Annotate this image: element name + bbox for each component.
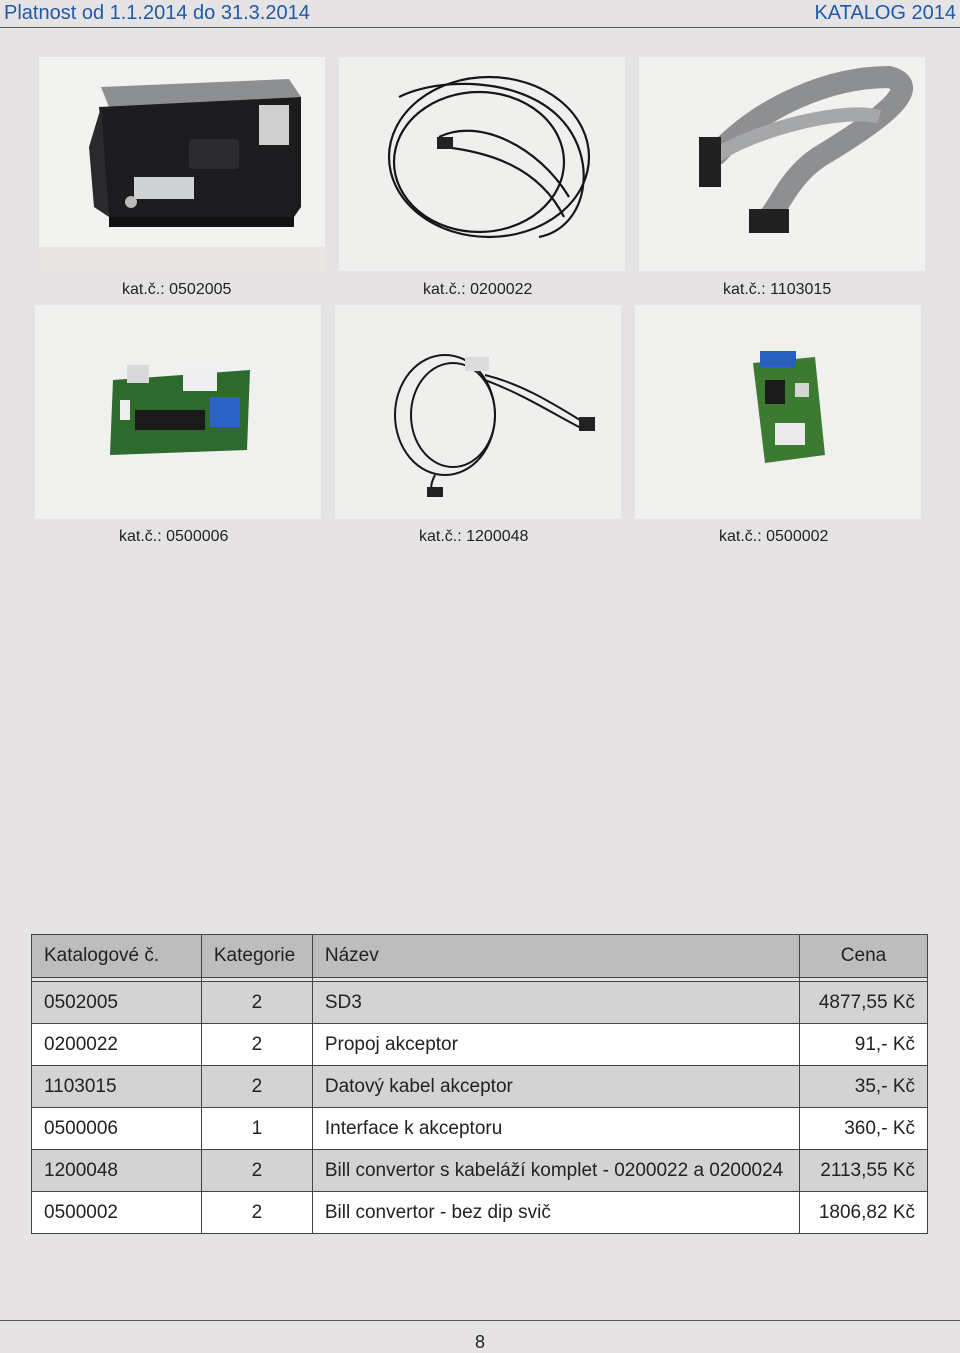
cell-name: Bill convertor s kabeláží komplet - 0200022 a 0200024 xyxy=(312,1150,799,1192)
footer-rule xyxy=(0,1320,960,1321)
col-header-price: Cena xyxy=(799,935,927,978)
product-table xyxy=(31,934,928,1234)
cell-category: 2 xyxy=(201,1024,312,1066)
product-photo-0500006 xyxy=(35,305,321,519)
table-row xyxy=(32,1150,928,1192)
cell-category: 2 xyxy=(201,1150,312,1192)
page-header xyxy=(0,0,960,28)
product-caption: kat.č.: 1103015 xyxy=(723,281,832,298)
cell-price: 1806,82 Kč xyxy=(799,1192,927,1234)
cell-code: 0502005 xyxy=(32,982,202,1024)
product-photo-1103015 xyxy=(639,57,925,271)
product-photo-0502005 xyxy=(39,57,325,271)
cell-code: 0500002 xyxy=(32,1192,202,1234)
table-header-row xyxy=(32,935,928,978)
table-row xyxy=(32,1024,928,1066)
cell-name: Interface k akceptoru xyxy=(312,1108,799,1150)
product-caption: kat.č.: 0502005 xyxy=(122,281,232,298)
cell-name: Bill convertor - bez dip svič xyxy=(312,1192,799,1234)
cell-code: 0500006 xyxy=(32,1108,202,1150)
col-header-category: Kategorie xyxy=(201,935,312,978)
cell-code: 1103015 xyxy=(32,1066,202,1108)
wire-harness-image xyxy=(339,57,625,271)
interface-pcb-image xyxy=(35,305,321,519)
cell-price: 91,- Kč xyxy=(799,1024,927,1066)
cell-category: 2 xyxy=(201,1066,312,1108)
product-caption: kat.č.: 0500006 xyxy=(119,528,229,545)
cell-category: 1 xyxy=(201,1108,312,1150)
product-caption: kat.č.: 1200048 xyxy=(419,528,529,545)
header-rule xyxy=(0,27,960,28)
cell-price: 4877,55 Kč xyxy=(799,982,927,1024)
cell-name: SD3 xyxy=(312,982,799,1024)
harness-connectors-image xyxy=(335,305,621,519)
validity-text: Platnost od 1.1.2014 do 31.3.2014 xyxy=(4,2,310,24)
cell-name: Datový kabel akceptor xyxy=(312,1066,799,1108)
col-header-code: Katalogové č. xyxy=(32,935,202,978)
bill-acceptor-image xyxy=(39,57,325,271)
product-photo-1200048 xyxy=(335,305,621,519)
table-row xyxy=(32,1108,928,1150)
product-caption: kat.č.: 0200022 xyxy=(423,281,533,298)
product-photo-0500002 xyxy=(635,305,921,519)
converter-pcb-image xyxy=(635,305,921,519)
ribbon-cable-image xyxy=(639,57,925,271)
cell-category: 2 xyxy=(201,982,312,1024)
cell-category: 2 xyxy=(201,1192,312,1234)
page-number: 8 xyxy=(474,1332,485,1352)
cell-price: 360,- Kč xyxy=(799,1108,927,1150)
table-row xyxy=(32,1066,928,1108)
cell-code: 0200022 xyxy=(32,1024,202,1066)
cell-price: 35,- Kč xyxy=(799,1066,927,1108)
cell-name: Propoj akceptor xyxy=(312,1024,799,1066)
col-header-name: Název xyxy=(312,935,799,978)
table-row xyxy=(32,1192,928,1234)
product-caption: kat.č.: 0500002 xyxy=(719,528,829,545)
catalog-title: KATALOG 2014 xyxy=(814,2,956,24)
table-row xyxy=(32,982,928,1024)
cell-code: 1200048 xyxy=(32,1150,202,1192)
product-photo-0200022 xyxy=(339,57,625,271)
cell-price: 2113,55 Kč xyxy=(799,1150,927,1192)
